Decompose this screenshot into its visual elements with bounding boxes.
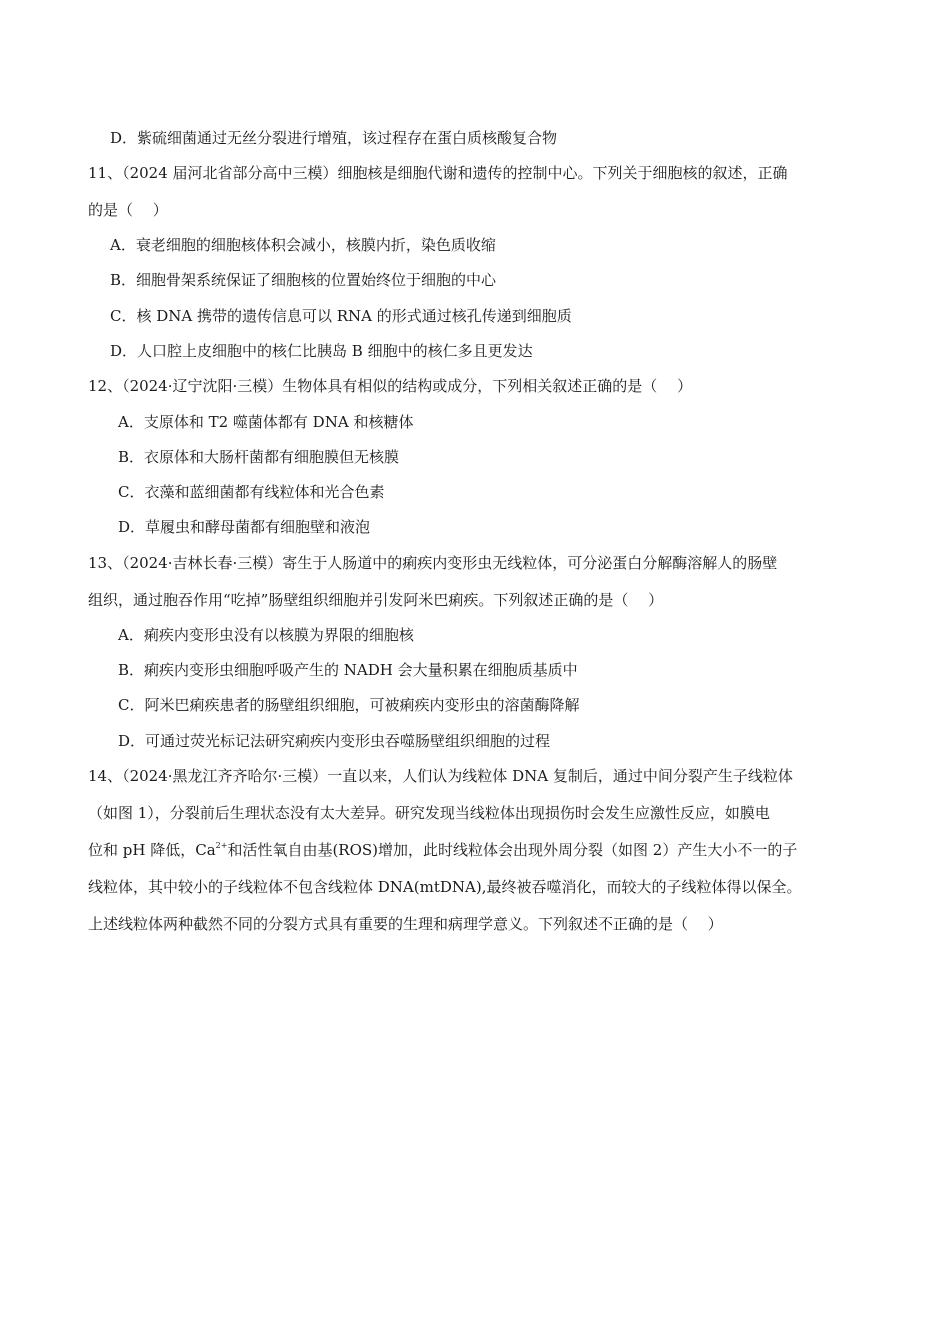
- q14-stem-line2: （如图 1），分裂前后生理状态没有太大差异。研究发现当线粒体出现损伤时会发生应激性反应，如膜电: [88, 804, 770, 822]
- q14-stem-line3-part2: 和活性氧自由基(ROS)增加，此时线粒体会出现外周分裂（如图 2）产生大小不一的子: [227, 841, 798, 859]
- q11-stem-line1: 11、（2024 届河北省部分高中三模）细胞核是细胞代谢和遗传的控制中心。下列关于细胞核的叙述，正确: [88, 164, 788, 182]
- q13-stem-line1: 13、（2024·吉林长春·三模）寄生于人肠道中的痢疾内变形虫无线粒体，可分泌蛋白分解酶溶解人的肠壁: [88, 554, 778, 572]
- q12-option-c: C．衣藻和蓝细菌都有线粒体和光合色素: [118, 483, 385, 501]
- q11-option-a: A．衰老细胞的细胞核体积会减小，核膜内折，染色质收缩: [110, 236, 496, 254]
- q13-option-a: A．痢疾内变形虫没有以核膜为界限的细胞核: [118, 626, 414, 644]
- q13-option-d: D．可通过荧光标记法研究痢疾内变形虫吞噬肠壁组织细胞的过程: [118, 732, 551, 750]
- q12-option-b: B．衣原体和大肠杆菌都有细胞膜但无核膜: [118, 448, 400, 466]
- q11-option-d: D．人口腔上皮细胞中的核仁比胰岛 B 细胞中的核仁多且更发达: [110, 342, 533, 360]
- q14-stem-line3: [88, 840, 797, 860]
- q12-option-d: D．草履虫和酵母菌都有细胞壁和液泡: [118, 518, 371, 536]
- q14-stem-line5: 上述线粒体两种截然不同的分裂方式具有重要的生理和病理学意义。下列叙述不正确的是（ ）: [88, 915, 723, 933]
- q11-option-b: B．细胞骨架系统保证了细胞核的位置始终位于细胞的中心: [110, 271, 497, 289]
- q11-option-c: C．核 DNA 携带的遗传信息可以 RNA 的形式通过核孔传递到细胞质: [110, 307, 572, 325]
- q13-option-b: B．痢疾内变形虫细胞呼吸产生的 NADH 会大量积累在细胞质基质中: [118, 661, 578, 679]
- q13-option-c: C．阿米巴痢疾患者的肠壁组织细胞，可被痢疾内变形虫的溶菌酶降解: [118, 696, 580, 714]
- q12-stem-line1: 12、（2024·辽宁沈阳·三模）生物体具有相似的结构或成分，下列相关叙述正确的是（ ）: [88, 377, 693, 395]
- calcium-charge-superscript: 2+: [215, 841, 228, 850]
- q10-option-d: D．紫硫细菌通过无丝分裂进行增殖，该过程存在蛋白质核酸复合物: [110, 129, 558, 147]
- q14-stem-line1: 14、（2024·黑龙江齐齐哈尔·三模）一直以来，人们认为线粒体 DNA 复制后，通过中间分裂产生子线粒体: [88, 767, 793, 785]
- q11-stem-line2: 的是（ ）: [88, 201, 168, 219]
- q12-option-a: A．支原体和 T2 噬菌体都有 DNA 和核糖体: [118, 413, 414, 431]
- q14-stem-line3-part1: 位和 pH 降低，Ca: [88, 841, 216, 859]
- q13-stem-line2: 组织，通过胞吞作用“吃掉”肠壁组织细胞并引发阿米巴痢疾。下列叙述正确的是（ ）: [88, 591, 664, 609]
- q14-stem-line4: 线粒体，其中较小的子线粒体不包含线粒体 DNA(mtDNA),最终被吞噬消化，而较大的子线粒体得以保全。: [88, 878, 802, 896]
